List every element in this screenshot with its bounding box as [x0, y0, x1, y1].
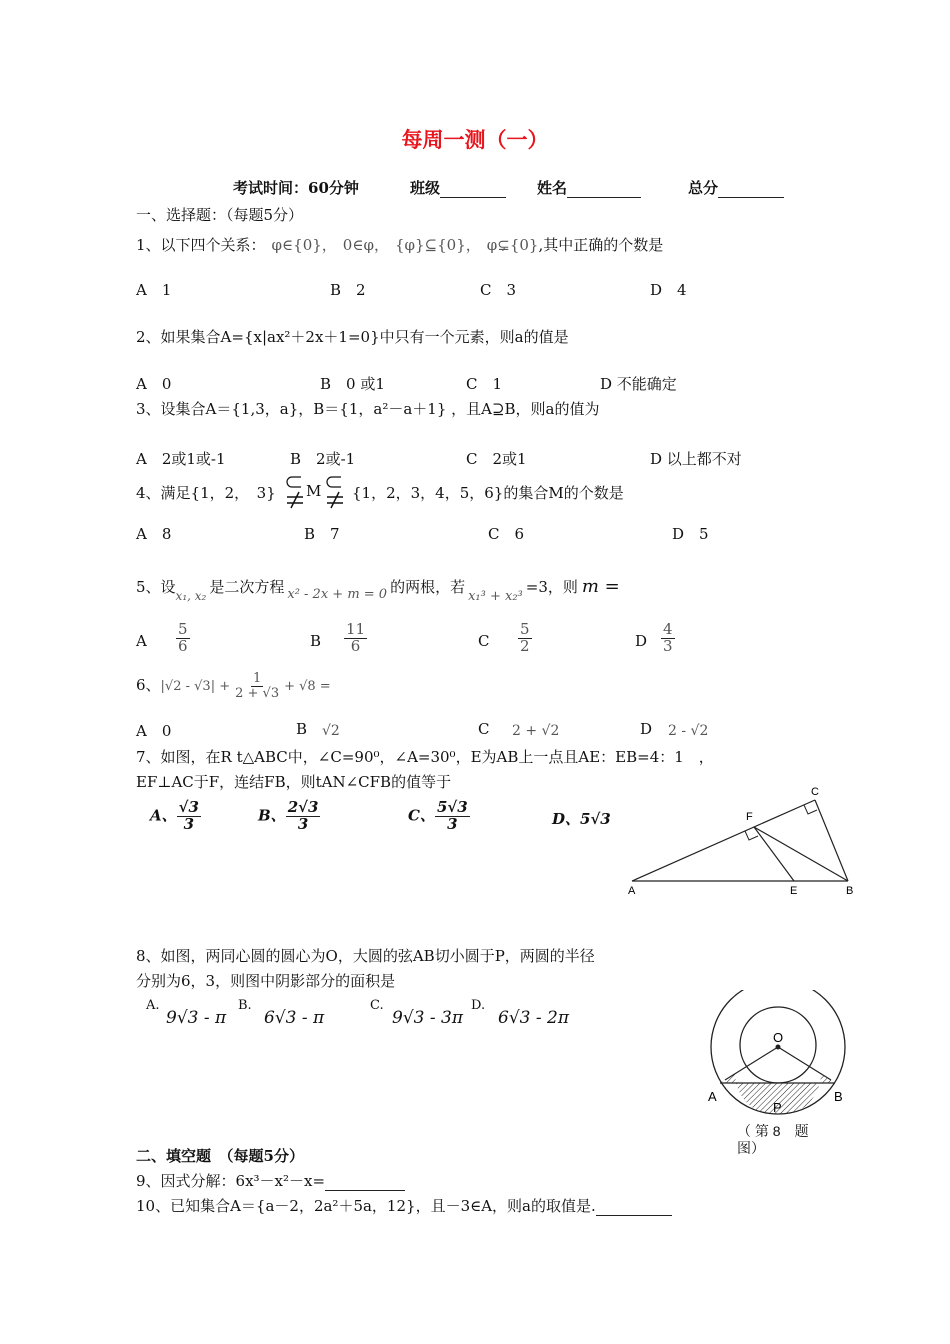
- subset-neq-symbol-1: [284, 473, 306, 509]
- q1-option-d: D 4: [650, 281, 687, 299]
- q5-option-b-label: B: [310, 632, 322, 650]
- q3-option-c: C 2或1: [466, 450, 527, 468]
- q5-option-c-label: C: [478, 632, 490, 650]
- label-b: B: [846, 885, 854, 897]
- score-label: 总分: [688, 179, 719, 197]
- class-field: [410, 177, 506, 198]
- figure-8-caption-line-2: 图）: [737, 1140, 765, 1156]
- label-b: B: [834, 1089, 843, 1104]
- q2-option-a: A 0: [136, 375, 172, 393]
- label-o: O: [773, 1030, 784, 1045]
- score-field: [688, 177, 784, 198]
- section-2-heading: 二、填空题 （每题5分）: [136, 1147, 304, 1165]
- q5-option-d-value: $\frac{4}{3}$: [663, 620, 673, 655]
- q6-option-d-label: D: [640, 720, 653, 738]
- q1-option-a: A 1: [136, 281, 172, 299]
- q1-option-c: C 3: [480, 281, 517, 299]
- q6-option-b-value: √2: [322, 723, 340, 739]
- question-9: 9、因式分解：6x³－x²－x=: [136, 1170, 405, 1191]
- q4-option-b: B 7: [304, 525, 340, 543]
- figure-8-caption-line-1: （ 第 8 题: [737, 1123, 809, 1139]
- q8-option-c-value: 9√3 - 3π: [392, 1008, 464, 1028]
- q5-option-b-value: $\frac{11}{6}$: [346, 620, 366, 655]
- label-a: A: [628, 885, 636, 897]
- q4-option-c: C 6: [488, 525, 525, 543]
- q7-option-a: A、 $\frac{√3}{3}$: [150, 798, 199, 833]
- q9-answer-blank: [325, 1190, 405, 1191]
- question-6: 6、|√2 - √3| + $\frac{1}{2 + √3}$ + √8 =: [136, 671, 331, 701]
- question-8-line-1: 8、如图，两同心圆的圆心为O，大圆的弦AB切小圆于P，两圆的半径: [136, 947, 595, 965]
- class-label: 班级: [410, 179, 441, 197]
- q8-option-d-value: 6√3 - 2π: [498, 1008, 570, 1028]
- label-e: E: [790, 885, 798, 897]
- q8-option-b-label: B.: [238, 998, 252, 1013]
- q8-option-d-label: D.: [471, 998, 486, 1013]
- q6-option-d-value: 2 - √2: [668, 723, 709, 739]
- q5-option-c-value: $\frac{5}{2}$: [520, 620, 530, 655]
- q4-set-m: M: [306, 482, 322, 500]
- q8-option-a-value: 9√3 - π: [166, 1008, 227, 1028]
- question-1: 1、以下四个关系： φ∈{0}， 0∈φ， {φ}⊆{0}， φ⊊{0},其中正确的个数是: [136, 236, 664, 254]
- q8-option-c-label: C.: [370, 998, 384, 1013]
- q2-option-b: B 0 或1: [320, 375, 385, 393]
- q3-option-a: A 2或1或-1: [136, 450, 226, 468]
- name-field: [537, 177, 641, 198]
- exam-time: 考试时间：60分钟: [233, 179, 359, 197]
- q5-option-a-value: $\frac{5}{6}$: [178, 620, 188, 655]
- question-5: 5、设$_{x_1, x_2}$ 是二次方程 x² - 2x + m = 0 的两根，若x₁³ + x₂³=3，则 m =: [136, 576, 620, 604]
- q5-option-d-label: D: [635, 632, 648, 650]
- q10-answer-blank: [596, 1215, 672, 1216]
- question-2: 2、如果集合A={x|ax²＋2x＋1=0}中只有一个元素，则a的值是: [136, 328, 569, 346]
- q4-option-a: A 8: [136, 525, 172, 543]
- subset-neq-symbol-2: [324, 473, 346, 509]
- question-7-line-2: EF⊥AC于F，连结FB，则tAN∠CFB的值等于: [136, 773, 452, 791]
- q1-option-b: B 2: [330, 281, 366, 299]
- q2-option-d: D 不能确定: [600, 375, 677, 393]
- q3-option-d: D 以上都不对: [650, 450, 742, 468]
- question-7-line-1: 7、如图，在R t△ABC中，∠C=90⁰，∠A=30⁰，E为AB上一点且AE：EB=4：1 ，: [136, 748, 714, 766]
- q6-option-c-label: C: [478, 720, 490, 738]
- q5-option-a-label: A: [136, 632, 147, 650]
- question-3: 3、设集合A＝{1,3，a}，B＝{1，a²－a＋1} ，且A⊇B，则a的值为: [136, 400, 600, 418]
- q6-option-b-label: B: [296, 720, 308, 738]
- question-4: 4、满足{1，2， 3}: [136, 484, 276, 502]
- label-a: A: [708, 1089, 717, 1104]
- label-p: P: [773, 1100, 782, 1115]
- q7-option-b: B、 $\frac{2√3}{3}$: [258, 798, 319, 833]
- q8-option-a-label: A.: [146, 998, 160, 1013]
- q8-option-b-value: 6√3 - π: [264, 1008, 325, 1028]
- q7-option-d: D、5√3: [552, 810, 611, 828]
- q6-option-c-value: 2 + √2: [512, 723, 560, 739]
- label-c: C: [811, 786, 819, 798]
- page-title: 每周一测（一）: [401, 127, 549, 152]
- q4-option-d: D 5: [672, 525, 709, 543]
- q3-option-b: B 2或-1: [290, 450, 356, 468]
- q7-option-c: C、 $\frac{5√3}{3}$: [408, 798, 468, 833]
- question-10: 10、已知集合A＝{a－2，2a²＋5a，12}，且－3∈A，则a的取值是.: [136, 1195, 672, 1216]
- name-label: 姓名: [537, 179, 568, 197]
- q4-stem-end: {1，2，3，4，5，6}的集合M的个数是: [352, 484, 624, 502]
- label-f: F: [746, 811, 753, 823]
- triangle-figure: [620, 780, 860, 900]
- section-1-heading: 一、选择题：（每题5分）: [136, 206, 304, 224]
- q2-option-c: C 1: [466, 375, 503, 393]
- question-8-line-2: 分别为6，3，则图中阴影部分的面积是: [136, 972, 396, 990]
- concentric-circles-figure: [700, 990, 860, 1130]
- q6-option-a: A 0: [136, 722, 172, 740]
